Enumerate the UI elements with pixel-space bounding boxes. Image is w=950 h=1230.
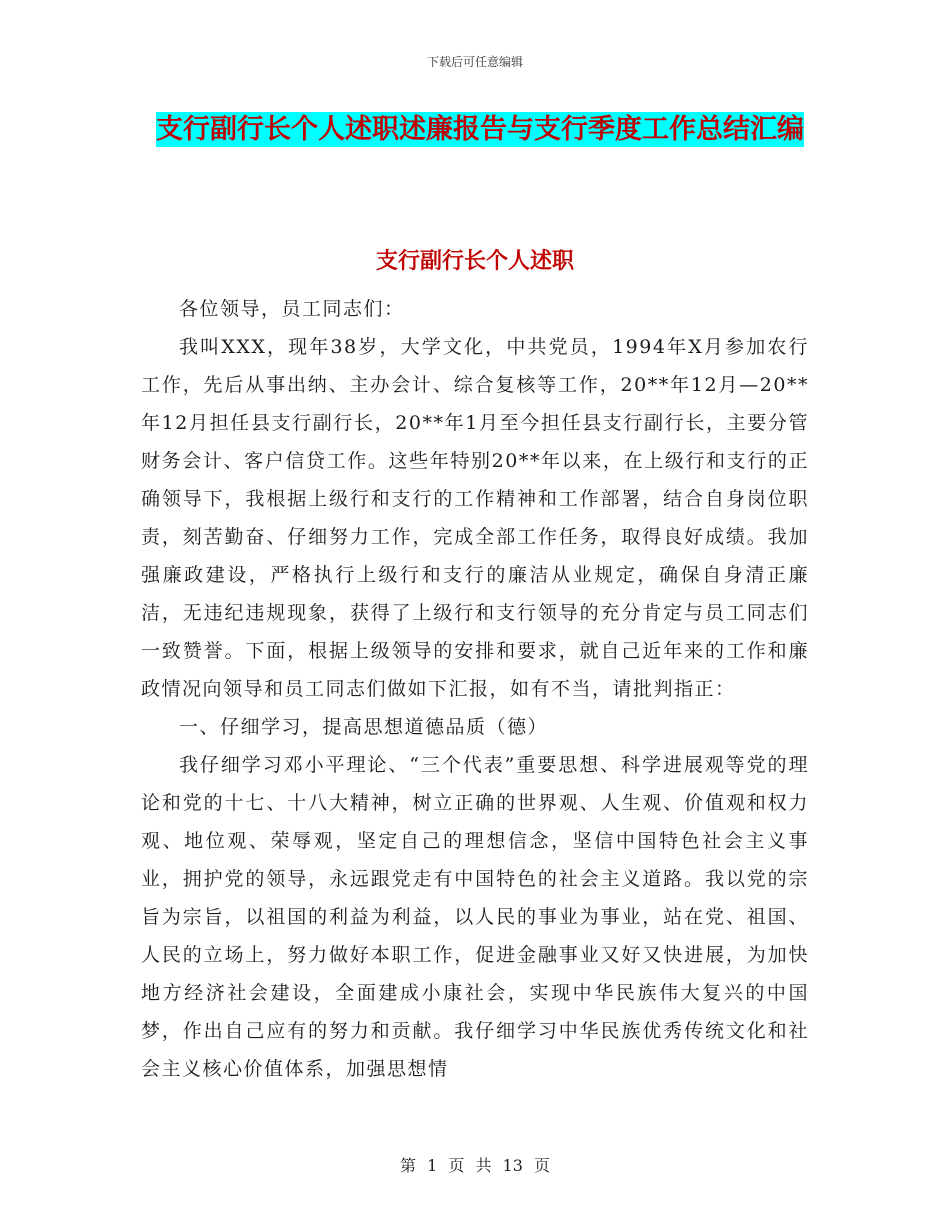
document-title bbox=[140, 106, 820, 154]
document-title-text: 支行副行长个人述职述廉报告与支行季度工作总结汇编 bbox=[156, 114, 804, 145]
paragraph-salutation: 各位领导，员工同志们： bbox=[179, 298, 405, 320]
paragraph-study: 我仔细学习邓小平理论、“三个代表”重要思想、科学进展观等党的理论和党的十七、十八大精神，树立正确的世界观、人生观、价值观和权力观、地位观、荣辱观，坚定自己的理想信念，坚信中国特色社会主义事业，拥护党的领导，永远跟党走有中国特色的社会主义道路。我以党的宗旨为宗旨，以祖国的利益为利益，以人民的事业为事业，站在党、祖国、人民的立场上，努力做好本职工作，促进金融事业又好又快进展，为加快地方经济社会建设，全面建成小康社会，实现中华民族伟大复兴的中国梦，作出自己应有的努力和贡献。我仔细学习中华民族优秀传统文化和社会主义核心价值体系，加强思想情 bbox=[141, 754, 809, 1080]
paragraph-introduction: 我叫XXX，现年38岁，大学文化，中共党员，1994年X月参加农行工作，先后从事出纳、主办会计、综合复核等工作，20**年12月—20**年12月担任县支行副行长，20**年1月至今担任县支行副行长，主要分管财务会计、客户信贷工作。这些年特别20**年以来，在上级行和支行的正确领导下，我根据上级行和支行的工作精神和工作部署，结合自身岗位职责，刻苦勤奋、仔细努力工作，完成全部工作任务，取得良好成绩。我加强廉政建设，严格执行上级行和支行的廉洁从业规定，确保自身清正廉洁，无违纪违规现象，获得了上级行和支行领导的充分肯定与员工同志们一致赞誉。下面，根据上级领导的安排和要求，就自己近年来的工作和廉政情况向领导和员工同志们做如下汇报，如有不当，请批判指正： bbox=[141, 336, 809, 700]
paragraph-heading-1: 一、仔细学习，提高思想道德品质（德） bbox=[179, 716, 549, 738]
section-title: 支行副行长个人述职 bbox=[375, 248, 574, 274]
document-body bbox=[141, 290, 809, 1088]
page-header-note: 下载后可任意编辑 bbox=[426, 55, 523, 69]
page-number: 第 1 页 共 13 页 bbox=[400, 1156, 550, 1175]
